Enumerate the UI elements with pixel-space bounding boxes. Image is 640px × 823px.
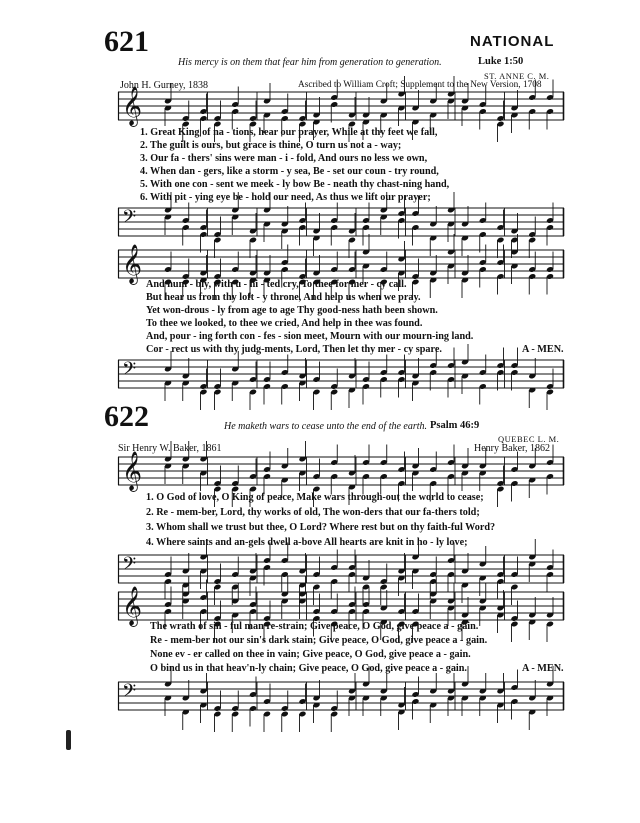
- verse-line: Re - mem-ber not our sin's dark stain; Give peace, O God, give peace a - gain.: [150, 635, 488, 646]
- svg-text:𝄞: 𝄞: [122, 451, 143, 491]
- verse-line: 5. With one con - sent we meek - ly bow Be - neath thy chast-ning hand,: [140, 179, 450, 190]
- treble-staff: [118, 244, 564, 284]
- verse-line: 1. O God of love, O King of peace, Make wars through-out the world to cease;: [146, 492, 484, 503]
- verse-line: 6. With pit - ying eye be - hold our need, As thus we lift our prayer;: [140, 192, 431, 203]
- treble-staff: [118, 586, 564, 626]
- svg-text:𝄢: 𝄢: [122, 207, 137, 232]
- verse-line: 3. Whom shall we trust but thee, O Lord? Where rest but on thy faith-ful Word?: [146, 522, 496, 533]
- composer-credit-621: Ascribed to William Croft; Supplement to the New Version, 1708: [298, 80, 542, 90]
- verse-line: 4. Where saints and an-gels dwell a-bove All hearts are knit in ho - ly love;: [146, 537, 468, 548]
- author-credit-622: Sir Henry W. Baker, 1861: [118, 443, 222, 454]
- verse-block: [146, 278, 473, 356]
- treble-staff: [118, 86, 564, 126]
- author-credit-621: John H. Gurney, 1838: [120, 80, 208, 91]
- verse-line: O bind us in that heav'n-ly chain; Give peace, O God, give peace a - gain.: [150, 663, 467, 674]
- svg-text:𝄞: 𝄞: [122, 586, 143, 626]
- verse-block: [150, 620, 487, 676]
- verse-line: Yet won-drous - ly from age to age Thy good-ness hath been shown.: [146, 305, 438, 316]
- scripture-text-622: He maketh wars to cease unto the end of the earth.: [224, 421, 428, 432]
- verse-line: 4. When dan - gers, like a storm - y sea, Be - set our coun - try round,: [140, 166, 439, 177]
- verse-line: 1. Great King of na - tions, hear our prayer, While at thy feet we fall,: [140, 127, 438, 138]
- scripture-ref-621: Luke 1:50: [478, 56, 524, 67]
- tune-name-621: ST. ANNE C. M.: [484, 71, 550, 81]
- bass-staff: [118, 553, 564, 587]
- scripture-text-621: His mercy is on them that fear him from generation to generation.: [178, 57, 442, 68]
- verse-line: Cor - rect us with thy judg-ments, Lord, Then let thy mer - cy spare.: [146, 344, 442, 355]
- verse-line: But hear us from thy loft - y throne, And help us when we pray.: [146, 292, 421, 303]
- tune-name-622: QUEBEC L. M.: [498, 434, 560, 444]
- verse-line: 2. Re - mem-ber, Lord, thy works of old, The won-ders that our fa-thers told;: [146, 507, 480, 518]
- verse-line: None ev - er called on thee in vain; Give peace, O God, give peace a - gain.: [150, 649, 471, 660]
- verse-block: [146, 490, 495, 550]
- verse-line: To thee we looked, to thee we cried, And help in thee was found.: [146, 318, 423, 329]
- svg-text:𝄢: 𝄢: [122, 359, 137, 384]
- treble-staff: [118, 451, 564, 491]
- verse-line: And, pour - ing forth con - fes - sion meet, Mourn with our mourn-ing land.: [146, 331, 474, 342]
- svg-text:𝄞: 𝄞: [122, 244, 143, 284]
- svg-text:𝄢: 𝄢: [122, 554, 137, 579]
- verse-line: And hum - bly, with u - ni - ted cry, To thee for mer - cy call.: [146, 279, 407, 290]
- hymn-number-621: 621: [104, 25, 149, 58]
- section-title: NATIONAL: [470, 33, 555, 50]
- bass-staff: [118, 680, 564, 714]
- bass-staff: [118, 358, 564, 392]
- hymn-number-622: 622: [104, 400, 149, 433]
- composer-credit-622: Henry Baker, 1862: [474, 443, 550, 454]
- page-edge-mark: [66, 730, 71, 750]
- verse-line: The wrath of sin - ful man re-strain; Give peace, O God, give peace a - gain.: [150, 621, 479, 632]
- verse-line: 3. Our fa - thers' sins were man - i - fold, And ours no less we own,: [140, 153, 428, 164]
- amen-622: A - MEN.: [522, 663, 564, 674]
- svg-text:𝄞: 𝄞: [122, 86, 143, 126]
- scripture-ref-622: Psalm 46:9: [430, 420, 480, 431]
- verse-line: 2. The guilt is ours, but grace is thine, O turn us not a - way;: [140, 140, 402, 151]
- bass-staff: [118, 206, 564, 240]
- amen-621: A - MEN.: [522, 344, 564, 355]
- svg-text:𝄢: 𝄢: [122, 681, 137, 706]
- verse-block: [140, 126, 449, 204]
